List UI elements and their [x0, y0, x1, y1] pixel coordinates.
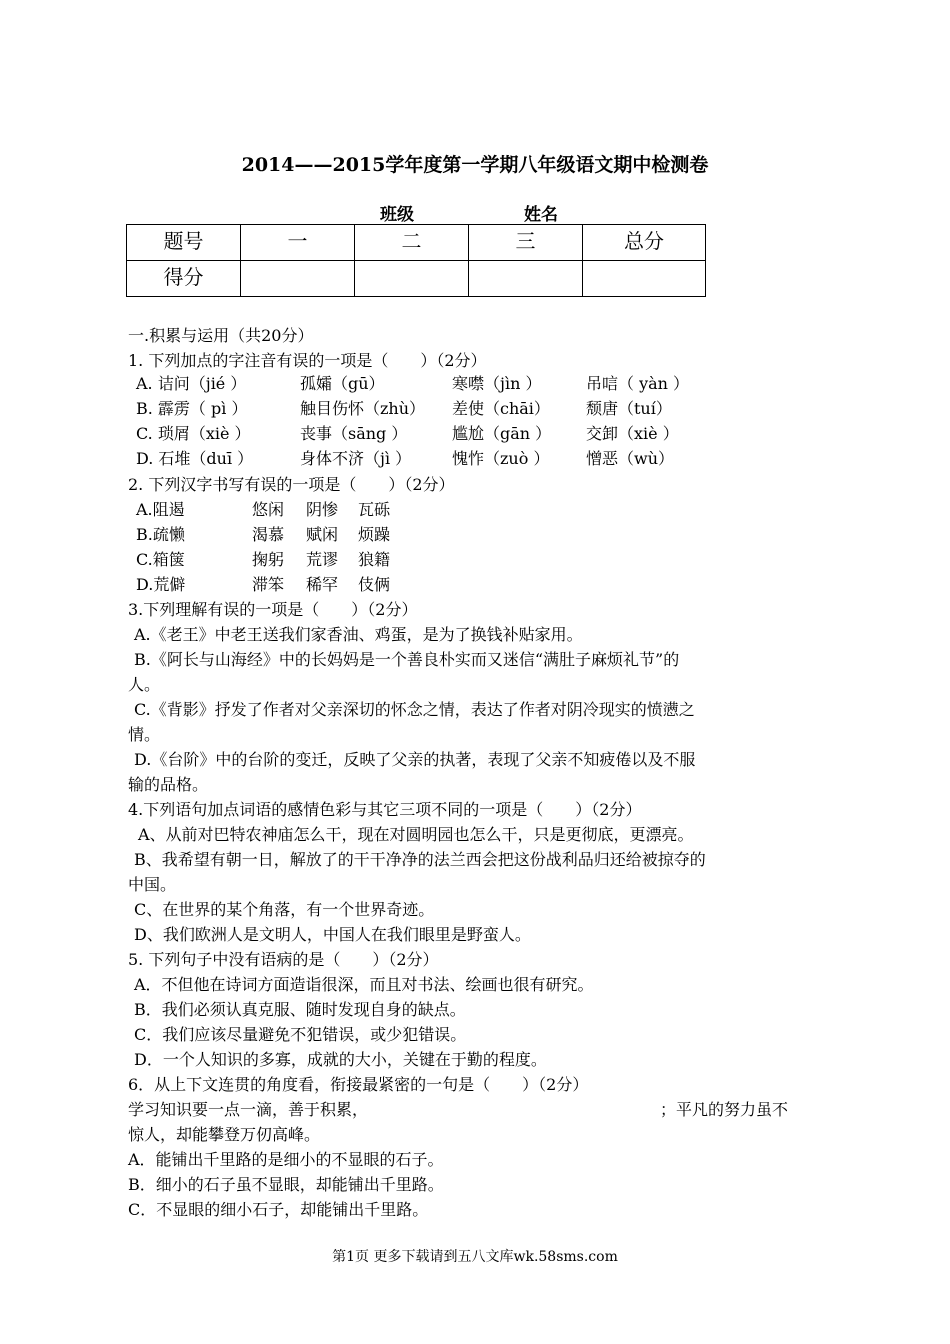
table-row	[127, 261, 706, 297]
table-cell: 二	[355, 225, 469, 261]
option-cell: C. 琐屑（xiè ）	[136, 424, 251, 443]
option-cell: 稀罕	[306, 575, 339, 594]
option-a: A．能铺出千里路的是细小的不显眼的石子。	[128, 1150, 444, 1169]
option-cell: C.箱箧	[136, 550, 185, 569]
option-b: B．我们必须认真克服、随时发现自身的缺点。	[134, 1000, 466, 1019]
question-stem: 3.下列理解有误的一项是（ ）（2分）	[128, 600, 418, 619]
question-stem: 1. 下列加点的字注音有误的一项是（ ）（2分）	[128, 351, 487, 370]
option-cell: 荒谬	[306, 550, 339, 569]
option-cell: 吊唁（ yàn ）	[586, 374, 690, 393]
table-cell: 三	[469, 225, 583, 261]
option-cell: 寒噤（jìn ）	[452, 374, 542, 393]
option-d: D.《台阶》中的台阶的变迁，反映了父亲的执著，表现了父亲不知疲倦以及不服	[134, 750, 696, 769]
class-label: 班级	[380, 205, 414, 225]
option-cell: 尴尬（gān ）	[452, 424, 552, 443]
option-cell: 瓦砾	[358, 500, 391, 519]
option-cell: 身体不济（jì ）	[300, 449, 412, 468]
option-b: B．细小的石子虽不显眼，却能铺出千里路。	[128, 1175, 444, 1194]
score-table	[126, 224, 706, 297]
option-cell: B. 霹雳（ pì ）	[136, 399, 248, 418]
option-cell: 愧怍（zuò ）	[452, 449, 550, 468]
page-footer: 第1页 更多下载请到五八文库wk.58sms.com	[332, 1249, 618, 1265]
score-input-cell[interactable]	[241, 261, 355, 297]
option-cell: 赋闲	[306, 525, 339, 544]
option-a: A、从前对巴特农神庙怎么干，现在对圆明园也怎么干，只是更彻底，更漂亮。	[138, 825, 694, 844]
context-text: ；平凡的努力虽不	[660, 1100, 789, 1119]
table-cell: 题号	[127, 225, 241, 261]
name-bar	[380, 200, 668, 225]
context-text: 学习知识要一点一滴，善于积累，	[128, 1100, 369, 1119]
name-blank[interactable]	[558, 206, 668, 225]
option-a: A．不但他在诗词方面造诣很深，而且对书法、绘画也很有研究。	[134, 975, 594, 994]
option-cell: 烦躁	[358, 525, 391, 544]
page-title: 2014——2015学年度第一学期八年级语文期中检测卷	[241, 154, 709, 176]
table-cell: 总分	[583, 225, 706, 261]
option-b: B、我希望有朝一日，解放了的干干净净的法兰西会把这份战利品归还给被掠夺的	[134, 850, 706, 869]
option-cell: 触目伤怀（zhù）	[300, 399, 426, 418]
question-stem: 6．从上下文连贯的角度看，衔接最紧密的一句是（ ）（2分）	[128, 1075, 589, 1094]
option-cell: A. 诘问（jié ）	[136, 374, 247, 393]
option-cell: 颓唐（tuí）	[586, 399, 672, 418]
option-cell: 阴惨	[306, 500, 339, 519]
table-cell: 得分	[127, 261, 241, 297]
option-d-cont: 输的品格。	[128, 775, 209, 794]
option-b-cont: 中国。	[128, 875, 177, 894]
option-cell: 憎恶（wù）	[586, 449, 675, 468]
option-d: D、我们欧洲人是文明人，中国人在我们眼里是野蛮人。	[134, 925, 531, 944]
option-cell: 丧事（sāng ）	[300, 424, 408, 443]
name-label: 姓名	[524, 205, 558, 225]
section-heading: 一.积累与运用（共20分）	[128, 326, 314, 345]
option-cell: 滞笨	[252, 575, 285, 594]
option-c: C.《背影》抒发了作者对父亲深切的怀念之情，表达了作者对阴冷现实的愤懑之	[134, 700, 695, 719]
option-cell: 狼籍	[358, 550, 391, 569]
option-d: D．一个人知识的多寡，成就的大小，关键在于勤的程度。	[134, 1050, 547, 1069]
option-c: C．不显眼的细小石子，却能铺出千里路。	[128, 1200, 429, 1219]
question-stem: 4.下列语句加点词语的感情色彩与其它三项不同的一项是（ ）（2分）	[128, 800, 642, 819]
score-input-cell[interactable]	[469, 261, 583, 297]
option-c: C、在世界的某个角落，有一个世界奇迹。	[134, 900, 435, 919]
question-stem: 5. 下列句子中没有语病的是（ ）（2分）	[128, 950, 439, 969]
context-text: 惊人，却能攀登万仞高峰。	[128, 1125, 321, 1144]
table-cell: 一	[241, 225, 355, 261]
option-cell: 孤孀（gū）	[300, 374, 385, 393]
option-cell: 渴慕	[252, 525, 285, 544]
option-c: C．我们应该尽量避免不犯错误，或少犯错误。	[134, 1025, 467, 1044]
table-row	[127, 225, 706, 261]
score-input-cell[interactable]	[583, 261, 706, 297]
option-c-cont: 情。	[128, 725, 161, 744]
class-blank[interactable]	[414, 206, 524, 225]
score-input-cell[interactable]	[355, 261, 469, 297]
option-cell: A.阻遏	[136, 500, 185, 519]
option-cell: 悠闲	[252, 500, 285, 519]
option-cell: 掬躬	[252, 550, 285, 569]
option-b-cont: 人。	[128, 675, 161, 694]
option-cell: 差使（chāi）	[452, 399, 550, 418]
option-cell: 交卸（xiè ）	[586, 424, 679, 443]
question-stem: 2. 下列汉字书写有误的一项是（ ）（2分）	[128, 475, 455, 494]
option-b: B.《阿长与山海经》中的长妈妈是一个善良朴实而又迷信“满肚子麻烦礼节”的	[134, 650, 680, 669]
option-cell: D.荒僻	[136, 575, 186, 594]
option-a: A.《老王》中老王送我们家香油、鸡蛋，是为了换钱补贴家用。	[134, 625, 583, 644]
option-cell: 伎俩	[358, 575, 391, 594]
option-cell: D. 石堆（duī ）	[136, 449, 254, 468]
option-cell: B.疏懒	[136, 525, 185, 544]
